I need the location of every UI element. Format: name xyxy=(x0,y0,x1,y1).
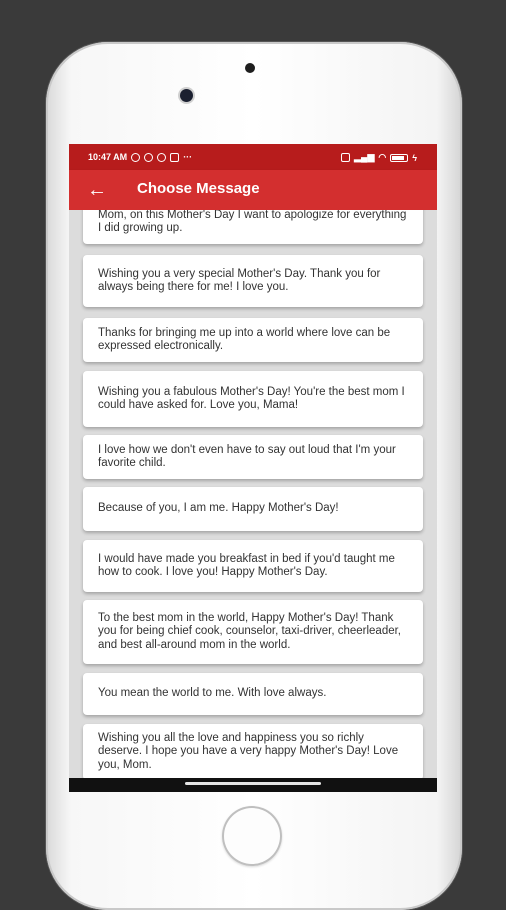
message-card[interactable] xyxy=(83,371,423,427)
data-icon xyxy=(341,153,350,162)
home-button[interactable] xyxy=(222,806,282,866)
alarm-icon xyxy=(131,153,140,162)
home-gesture-pill[interactable] xyxy=(185,782,321,785)
message-text: Thanks for bringing me up into a world where love can be expressed electronically. xyxy=(98,326,391,352)
phone-screen xyxy=(69,144,437,792)
front-camera-icon xyxy=(180,89,193,102)
charging-icon: ϟ xyxy=(412,152,417,163)
settings-icon xyxy=(170,153,179,162)
message-card[interactable] xyxy=(83,600,423,664)
message-card[interactable] xyxy=(83,435,423,479)
status-bar xyxy=(69,144,437,170)
page-title: Choose Message xyxy=(137,180,260,197)
battery-icon xyxy=(390,154,408,162)
message-text: Wishing you a very special Mother's Day. Thank you for always being there for me! I love you. xyxy=(98,267,381,293)
message-text: You mean the world to me. With love always. xyxy=(98,687,327,700)
message-text: To the best mom in the world, Happy Mother's Day! Thank you for being chief cook, counselor, taxi-driver, cheerleader, and best all-around mom in the world. xyxy=(98,611,402,651)
message-card[interactable] xyxy=(83,318,423,362)
message-text: I would have made you breakfast in bed if you'd taught me how to cook. I love you! Happy Mother's Day. xyxy=(98,552,395,578)
message-list[interactable] xyxy=(69,210,437,778)
sync-icon xyxy=(157,153,166,162)
more-notifications: ··· xyxy=(183,152,193,162)
message-card[interactable] xyxy=(83,673,423,715)
message-text: Because of you, I am me. Happy Mother's Day! xyxy=(98,502,339,515)
whatsapp-icon xyxy=(144,153,153,162)
app-bar xyxy=(69,170,437,210)
back-arrow-icon[interactable]: ← xyxy=(87,179,107,201)
speaker-icon xyxy=(245,63,255,73)
navigation-bar xyxy=(69,778,437,792)
message-text: I love how we don't even have to say out loud that I'm your favorite child. xyxy=(98,443,396,469)
message-card[interactable] xyxy=(83,724,423,778)
message-card[interactable] xyxy=(83,487,423,531)
status-time: 10:47 AM xyxy=(88,152,128,162)
message-card[interactable] xyxy=(83,210,423,244)
signal-icon: ▂▄▆ xyxy=(354,152,375,162)
message-text: Wishing you all the love and happiness you so richly deserve. I hope you have a very happy Mother's Day! Love you, Mom. xyxy=(98,731,399,771)
message-text: Mom, on this Mother's Day I want to apologize for everything I did growing up. xyxy=(98,210,407,234)
message-text: Wishing you a fabulous Mother's Day! You're the best mom I could have asked for. Love you, Mama! xyxy=(98,385,405,411)
message-card[interactable] xyxy=(83,540,423,592)
wifi-icon: ◠ xyxy=(378,152,387,162)
message-card[interactable] xyxy=(83,255,423,307)
